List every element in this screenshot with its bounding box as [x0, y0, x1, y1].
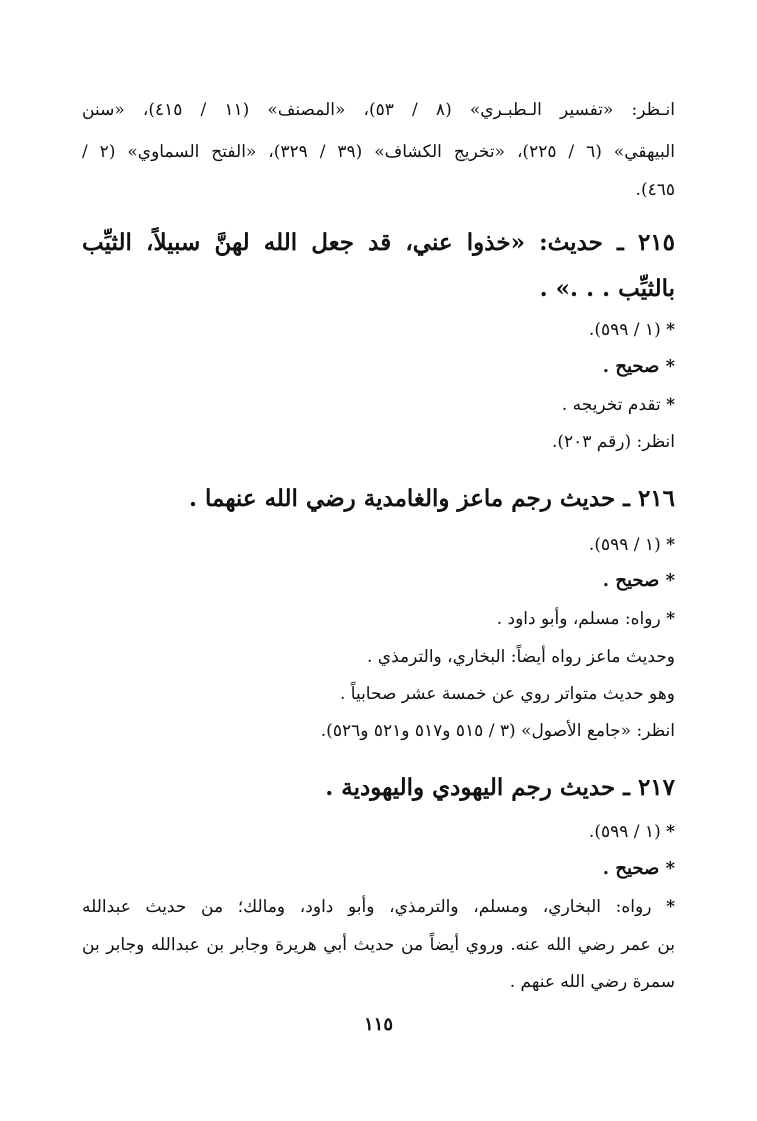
reference-line: انـظر: «تفسير الـطبـري» (٨ / ٥٣)، «المصنف» (١١ / ٤١٥)، «سنن: [82, 100, 676, 120]
hadith-heading-215: [82, 227, 675, 259]
bullet-star-icon: *: [666, 897, 675, 917]
grade: * صحيح .: [602, 356, 675, 377]
volume-page-ref: * (١ / ٥٩٩).: [588, 320, 675, 340]
grade: * صحيح .: [602, 858, 675, 879]
body-line: وهو حديث متواتر روي عن خمسة عشر صحابياً .: [339, 684, 675, 704]
body-line: سمرة رضي الله عنهم .: [509, 972, 675, 992]
bullet-star-icon: *: [666, 609, 675, 629]
bullet-star-icon: *: [666, 822, 675, 842]
hadith-number: ٢١٧: [637, 774, 675, 801]
narrators: * رواه: البخاري، ومسلم، والترمذي، وأبو داود، ومالك؛ من حديث عبدالله: [82, 897, 675, 917]
volume-page-ref: * (١ / ٥٩٩).: [588, 822, 675, 842]
body-line: بن عمر رضي الله عنه. وروي أيضاً من حديث أبي هريرة وجابر بن عبدالله وجابر بن: [82, 935, 675, 955]
narrators: * رواه: مسلم، وأبو داود .: [496, 609, 675, 629]
volume-page-ref: * (١ / ٥٩٩).: [588, 535, 675, 555]
bullet-star-icon: *: [666, 320, 675, 340]
hadith-number: ٢١٥: [637, 229, 675, 256]
note: * تقدم تخريجه .: [561, 395, 675, 415]
bullet-star-icon: *: [665, 858, 675, 879]
hadith-title-continued: بالثيِّب . . .» .: [539, 275, 675, 302]
body-line: وحديث ماعز رواه أيضاً: البخاري، والترمذي .: [366, 647, 675, 667]
hadith-title: ـ حديث رجم ماعز والغامدية رضي الله عنهما .: [189, 485, 630, 512]
hadith-heading-217: [325, 772, 675, 804]
hadith-heading-216: [189, 483, 675, 515]
reference-line: ٤٦٥).: [635, 180, 675, 200]
hadith-title: ـ حديث رجم اليهودي واليهودية .: [325, 774, 630, 801]
hadith-title: ـ حديث: «خذوا عني، قد جعل الله لهنَّ سبيلاً، الثيِّب: [82, 229, 624, 256]
see-also: انظر: (رقم ٢٠٣).: [551, 432, 675, 452]
bullet-star-icon: *: [666, 535, 675, 555]
reference-line: البيهقي» (٦ / ٢٢٥)، «تخريج الكشاف» (٣٩ / ٣٢٩)، «الفتح السماوي» (٢ /: [82, 142, 675, 162]
bullet-star-icon: *: [665, 570, 675, 591]
grade: * صحيح .: [602, 570, 675, 591]
bullet-star-icon: *: [665, 356, 675, 377]
bullet-star-icon: *: [666, 395, 675, 415]
hadith-number: ٢١٦: [637, 485, 675, 512]
page-number: ١١٥: [363, 1014, 393, 1035]
see-also: انظر: «جامع الأصول» (٣ / ٥١٥ و٥١٧ و٥٢١ و٥٢٦).: [320, 721, 675, 741]
